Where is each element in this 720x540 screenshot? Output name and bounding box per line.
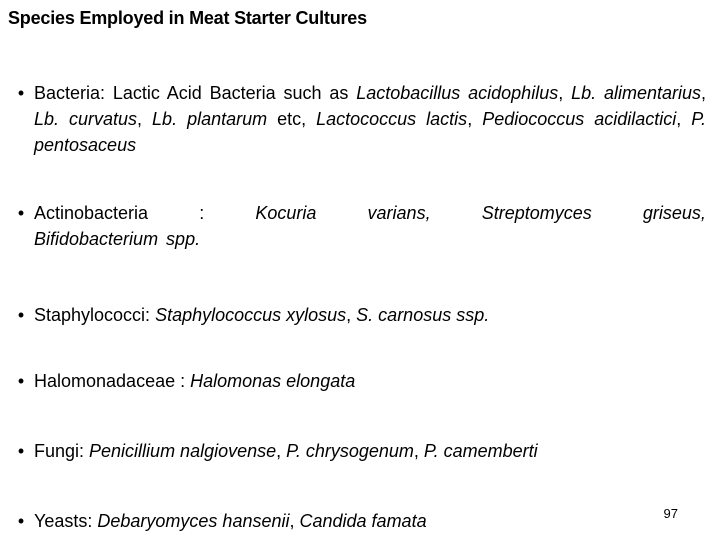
- bullet-label: Halomonadaceae :: [34, 371, 191, 391]
- separator: ,: [289, 511, 300, 531]
- bullet-actinobacteria: [8, 200, 706, 252]
- species-name: Lactobacillus acidophilus: [356, 83, 559, 103]
- slide-title: Species Employed in Meat Starter Cultures: [8, 8, 367, 28]
- species-name: Candida famata: [299, 511, 427, 531]
- separator: etc,: [267, 109, 317, 129]
- bullet-label: Bacteria: Lactic Acid Bacteria such as: [34, 83, 357, 103]
- separator: ,: [413, 441, 424, 461]
- species-name: Pediococcus acidilactici: [482, 109, 677, 129]
- species-name: Lb. plantarum: [152, 109, 268, 129]
- bullet-dot: •: [17, 511, 25, 531]
- separator: ,: [467, 109, 483, 129]
- bullet-label: Staphylococci:: [34, 305, 156, 325]
- bullet-dot: •: [17, 371, 25, 391]
- bullet-label: Fungi:: [34, 441, 90, 461]
- bullet-fungi: [8, 438, 706, 464]
- bullet-text: [34, 368, 706, 394]
- species-name: P. pentosaceus: [34, 109, 706, 155]
- species-name: Lb. curvatus: [34, 109, 138, 129]
- species-name: griseus,: [642, 203, 706, 223]
- bullet-bacteria: [8, 80, 706, 158]
- species-name: Penicillium nalgiovense: [89, 441, 277, 461]
- bullet-text: [34, 200, 706, 252]
- bullet-line: [34, 226, 706, 252]
- species-name: Lactococcus lactis: [316, 109, 468, 129]
- bullet-dot: •: [17, 305, 25, 325]
- species-name: varians,: [367, 203, 431, 223]
- species-name: P. camemberti: [423, 441, 538, 461]
- bullet-yeasts: [8, 508, 706, 534]
- separator: ,: [137, 109, 153, 129]
- bullet-label: Yeasts:: [34, 511, 98, 531]
- bullet-text: [34, 302, 706, 328]
- separator: ,: [346, 305, 357, 325]
- page-number: 97: [663, 506, 678, 521]
- bullet-label: Actinobacteria: [34, 203, 149, 223]
- bullet-halomonadaceae: [8, 368, 706, 394]
- bullet-dot: •: [17, 441, 25, 461]
- species-name: P. chrysogenum: [286, 441, 414, 461]
- separator: ,: [558, 83, 572, 103]
- species-name: Debaryomyces hansenii: [97, 511, 290, 531]
- bullet-text: [34, 438, 706, 464]
- species-name: S. carnosus ssp.: [356, 305, 490, 325]
- bullet-text: [34, 80, 706, 158]
- species-name: Kocuria: [255, 203, 317, 223]
- colon: :: [199, 203, 205, 223]
- species-name: Bifidobacterium spp.: [34, 229, 201, 249]
- bullet-text: [34, 508, 706, 534]
- bullet-line: [34, 200, 706, 226]
- separator: ,: [701, 83, 707, 103]
- bullet-dot: •: [17, 203, 25, 223]
- species-name: Streptomyces: [481, 203, 592, 223]
- species-name: Lb. alimentarius: [571, 83, 701, 103]
- species-name: Halomonas elongata: [190, 371, 356, 391]
- bullet-staphylococci: [8, 302, 706, 328]
- species-name: Staphylococcus xylosus: [155, 305, 347, 325]
- separator: ,: [276, 441, 287, 461]
- separator: ,: [676, 109, 692, 129]
- bullet-dot: •: [17, 83, 25, 103]
